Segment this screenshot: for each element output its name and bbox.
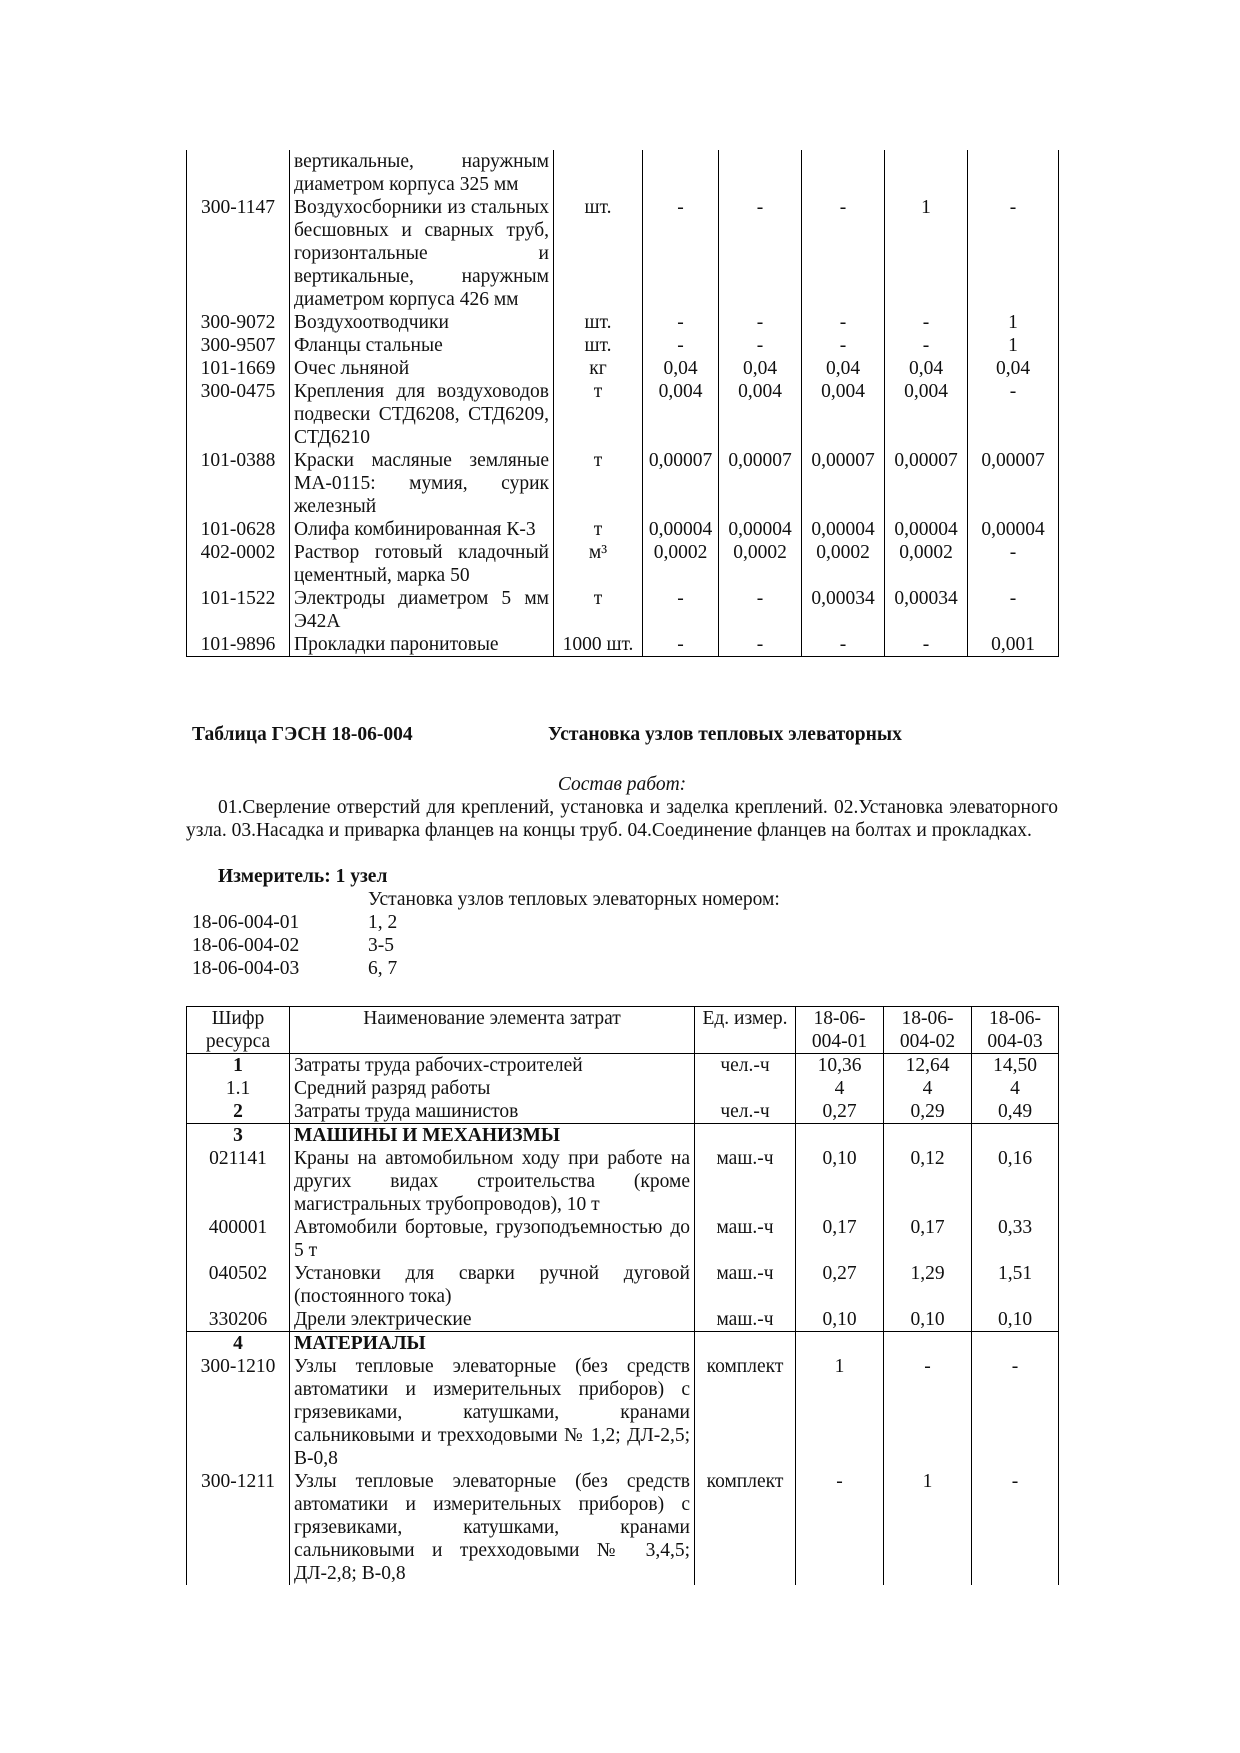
header-col-3: 18-06-004-03 [972, 1007, 1059, 1054]
value-cell: 0,17 [796, 1216, 884, 1262]
resource-name: вертикальные, наружным диаметром корпуса 325 мм [290, 150, 554, 196]
value-cell: 0,16 [972, 1147, 1059, 1216]
value-cell: 0,00004 [885, 518, 968, 541]
value-cell: - [885, 334, 968, 357]
resource-code: 402-0002 [187, 541, 290, 587]
header-col-1: 18-06-004-01 [796, 1007, 884, 1054]
resource-name: Дрели электрические [290, 1308, 695, 1332]
value-cell: 0,00034 [802, 587, 885, 633]
resource-name: Крепления для воздуховодов подвески СТД6208, СТД6209, СТД6210 [290, 380, 554, 449]
works-heading: Состав работ: [557, 774, 687, 795]
unit-cell: чел.-ч [695, 1100, 796, 1124]
value-cell: 0,0002 [643, 541, 719, 587]
resource-code: 300-9507 [187, 334, 290, 357]
table-header-row [187, 1007, 1059, 1054]
table-row [187, 1147, 1059, 1216]
unit-cell: 1000 шт. [554, 633, 643, 657]
resource-code: 300-1211 [187, 1470, 290, 1585]
value-cell: - [972, 1470, 1059, 1585]
table-row [187, 334, 1059, 357]
section-title: МАШИНЫ И МЕХАНИЗМЫ [290, 1124, 695, 1148]
value-cell: 4 [884, 1077, 972, 1100]
value-cell: - [643, 334, 719, 357]
value-cell: 0,00007 [802, 449, 885, 518]
resource-code: 1.1 [187, 1077, 290, 1100]
empty-cell [796, 1124, 884, 1148]
value-cell [968, 150, 1059, 196]
resource-code: 1 [187, 1054, 290, 1078]
value-cell: 0,49 [972, 1100, 1059, 1124]
resource-name: Олифа комбинированная К-3 [290, 518, 554, 541]
value-cell: 0,10 [884, 1308, 972, 1332]
empty-cell [884, 1124, 972, 1148]
value-cell: 0,004 [643, 380, 719, 449]
value-cell: 0,29 [884, 1100, 972, 1124]
value-cell: 4 [796, 1077, 884, 1100]
section-row [187, 1332, 1059, 1356]
table-row [187, 1308, 1059, 1332]
value-cell: 0,04 [968, 357, 1059, 380]
value-cell: - [802, 633, 885, 657]
value-cell: 0,12 [884, 1147, 972, 1216]
table-row [187, 449, 1059, 518]
resource-name: Краны на автомобильном ходу при работе на других видах строительства (кроме магистральных трубопроводов), 10 т [290, 1147, 695, 1216]
resource-name: Воздухоотводчики [290, 311, 554, 334]
unit-cell: т [554, 587, 643, 633]
header-code: Шифр ресурса [187, 1007, 290, 1054]
table-row [187, 518, 1059, 541]
resource-code: 300-1147 [187, 196, 290, 311]
table-row [187, 380, 1059, 449]
value-cell: 1 [884, 1470, 972, 1585]
table-row [187, 1216, 1059, 1262]
value-cell: 1,29 [884, 1262, 972, 1308]
resource-name: Автомобили бортовые, грузоподъемностью до 5 т [290, 1216, 695, 1262]
unit-cell: кг [554, 357, 643, 380]
section-row [187, 1124, 1059, 1148]
unit-cell: шт. [554, 311, 643, 334]
value-cell: 0,004 [802, 380, 885, 449]
variant-value: 1, 2 [368, 912, 398, 933]
value-cell: 0,00004 [719, 518, 802, 541]
unit-cell: маш.-ч [695, 1308, 796, 1332]
value-cell [802, 150, 885, 196]
resource-code: 330206 [187, 1308, 290, 1332]
value-cell: 0,00007 [885, 449, 968, 518]
value-cell: 0,001 [968, 633, 1059, 657]
unit-cell: чел.-ч [695, 1054, 796, 1078]
value-cell: 0,00034 [885, 587, 968, 633]
value-cell: - [802, 334, 885, 357]
value-cell: - [884, 1355, 972, 1470]
value-cell: - [968, 196, 1059, 311]
value-cell: - [719, 311, 802, 334]
value-cell: 0,04 [719, 357, 802, 380]
value-cell: 0,27 [796, 1100, 884, 1124]
value-cell: - [643, 196, 719, 311]
value-cell: 14,50 [972, 1054, 1059, 1078]
table-title: Установка узлов тепловых элеваторных [548, 724, 902, 745]
value-cell: 0,33 [972, 1216, 1059, 1262]
resource-code: 400001 [187, 1216, 290, 1262]
value-cell [885, 150, 968, 196]
resource-name: Узлы тепловые элеваторные (без средств автоматики и измерительных приборов) с грязевиками, катушками, кранами сальниковыми и трехходовыми № 1,2; ДЛ-2,5; В-0,8 [290, 1355, 695, 1470]
value-cell: - [802, 311, 885, 334]
table-label: Таблица ГЭСН 18-06-004 [192, 724, 413, 745]
unit-cell: маш.-ч [695, 1262, 796, 1308]
value-cell: 0,004 [885, 380, 968, 449]
resource-name: Краски масляные земляные МА-0115: мумия, сурик железный [290, 449, 554, 518]
resource-code: 101-0388 [187, 449, 290, 518]
measure-unit: Измеритель: 1 узел [218, 866, 388, 887]
unit-cell [554, 150, 643, 196]
resource-code: 101-1522 [187, 587, 290, 633]
value-cell: 0,04 [802, 357, 885, 380]
variant-code: 18-06-004-01 [192, 912, 300, 933]
table-row [187, 633, 1059, 657]
variants-caption: Установка узлов тепловых элеваторных номером: [368, 889, 780, 910]
variant-value: 3-5 [368, 935, 394, 956]
unit-cell: шт. [554, 334, 643, 357]
value-cell [719, 150, 802, 196]
value-cell: 0,00004 [802, 518, 885, 541]
table-row [187, 1262, 1059, 1308]
resource-code: 040502 [187, 1262, 290, 1308]
table-row [187, 357, 1059, 380]
resource-name: Раствор готовый кладочный цементный, марка 50 [290, 541, 554, 587]
value-cell: 0,00004 [968, 518, 1059, 541]
empty-cell [695, 1332, 796, 1356]
header-unit: Ед. измер. [695, 1007, 796, 1054]
value-cell: 0,10 [796, 1308, 884, 1332]
section-number: 3 [187, 1124, 290, 1148]
unit-cell: шт. [554, 196, 643, 311]
table-row [187, 1100, 1059, 1124]
value-cell: - [796, 1470, 884, 1585]
value-cell: 10,36 [796, 1054, 884, 1078]
value-cell: 0,00007 [968, 449, 1059, 518]
header-col-2: 18-06-004-02 [884, 1007, 972, 1054]
resource-code: 300-0475 [187, 380, 290, 449]
value-cell: - [885, 633, 968, 657]
empty-cell [884, 1332, 972, 1356]
value-cell: - [643, 311, 719, 334]
resource-code: 300-9072 [187, 311, 290, 334]
unit-cell: комплект [695, 1355, 796, 1470]
resource-name: Затраты труда рабочих-строителей [290, 1054, 695, 1078]
works-text: 01.Сверление отверстий для креплений, установка и заделка креплений. 02.Установка элеваторного узла. 03.Насадка и приварка фланцев на концы труб. 04.Соединение фланцев на болтах и прокладках. [186, 797, 1058, 841]
value-cell [643, 150, 719, 196]
resource-code: 2 [187, 1100, 290, 1124]
value-cell: 12,64 [884, 1054, 972, 1078]
value-cell: - [719, 196, 802, 311]
resource-name: Прокладки паронитовые [290, 633, 554, 657]
resource-table [186, 1006, 1059, 1585]
resource-code: 101-1669 [187, 357, 290, 380]
resource-code: 300-1210 [187, 1355, 290, 1470]
table-row [187, 587, 1059, 633]
value-cell: 0,0002 [719, 541, 802, 587]
table-row [187, 541, 1059, 587]
resource-name: Узлы тепловые элеваторные (без средств автоматики и измерительных приборов) с грязевиками, катушками, кранами сальниковыми и трехходовыми № 3,4,5; ДЛ-2,8; В-0,8 [290, 1470, 695, 1585]
unit-cell: комплект [695, 1470, 796, 1585]
section-title: МАТЕРИАЛЫ [290, 1332, 695, 1356]
value-cell: 0,00007 [643, 449, 719, 518]
value-cell: 0,004 [719, 380, 802, 449]
unit-cell [695, 1077, 796, 1100]
value-cell: 1 [968, 311, 1059, 334]
variant-code: 18-06-004-02 [192, 935, 300, 956]
resource-name: Средний разряд работы [290, 1077, 695, 1100]
value-cell: 0,10 [972, 1308, 1059, 1332]
resource-code: 101-0628 [187, 518, 290, 541]
value-cell: 0,10 [796, 1147, 884, 1216]
value-cell: 0,0002 [885, 541, 968, 587]
resource-table-continuation [186, 150, 1059, 657]
value-cell: - [968, 380, 1059, 449]
value-cell: 1 [968, 334, 1059, 357]
value-cell: - [719, 334, 802, 357]
table-row [187, 150, 1059, 196]
empty-cell [695, 1124, 796, 1148]
value-cell: - [968, 587, 1059, 633]
table-row [187, 1355, 1059, 1470]
value-cell: 0,00004 [643, 518, 719, 541]
resource-name: Очес льняной [290, 357, 554, 380]
value-cell: 1 [885, 196, 968, 311]
table-row [187, 1054, 1059, 1078]
resource-name: Электроды диаметром 5 мм Э42А [290, 587, 554, 633]
value-cell: - [972, 1355, 1059, 1470]
variant-value: 6, 7 [368, 958, 398, 979]
value-cell: - [802, 196, 885, 311]
value-cell: - [719, 633, 802, 657]
value-cell: 0,00007 [719, 449, 802, 518]
table-row [187, 311, 1059, 334]
header-name: Наименование элемента затрат [290, 1007, 695, 1054]
value-cell: - [885, 311, 968, 334]
empty-cell [796, 1332, 884, 1356]
value-cell: 1 [796, 1355, 884, 1470]
unit-cell: маш.-ч [695, 1147, 796, 1216]
table-row [187, 1470, 1059, 1585]
value-cell: 0,04 [643, 357, 719, 380]
empty-cell [972, 1124, 1059, 1148]
resource-name: Воздухосборники из стальных бесшовных и сварных труб, горизонтальные и вертикальные, наружным диаметром корпуса 426 мм [290, 196, 554, 311]
value-cell: - [968, 541, 1059, 587]
empty-cell [972, 1332, 1059, 1356]
table-row [187, 1077, 1059, 1100]
unit-cell: т [554, 518, 643, 541]
unit-cell: м³ [554, 541, 643, 587]
unit-cell: т [554, 380, 643, 449]
value-cell: 1,51 [972, 1262, 1059, 1308]
variant-code: 18-06-004-03 [192, 958, 300, 979]
resource-code [187, 150, 290, 196]
value-cell: 4 [972, 1077, 1059, 1100]
value-cell: - [643, 633, 719, 657]
table-row [187, 196, 1059, 311]
value-cell: 0,0002 [802, 541, 885, 587]
value-cell: 0,27 [796, 1262, 884, 1308]
resource-name: Затраты труда машинистов [290, 1100, 695, 1124]
unit-cell: т [554, 449, 643, 518]
unit-cell: маш.-ч [695, 1216, 796, 1262]
value-cell: 0,04 [885, 357, 968, 380]
resource-name: Установки для сварки ручной дуговой (постоянного тока) [290, 1262, 695, 1308]
value-cell: - [719, 587, 802, 633]
resource-code: 101-9896 [187, 633, 290, 657]
value-cell: - [643, 587, 719, 633]
resource-name: Фланцы стальные [290, 334, 554, 357]
section-number: 4 [187, 1332, 290, 1356]
resource-code: 021141 [187, 1147, 290, 1216]
value-cell: 0,17 [884, 1216, 972, 1262]
